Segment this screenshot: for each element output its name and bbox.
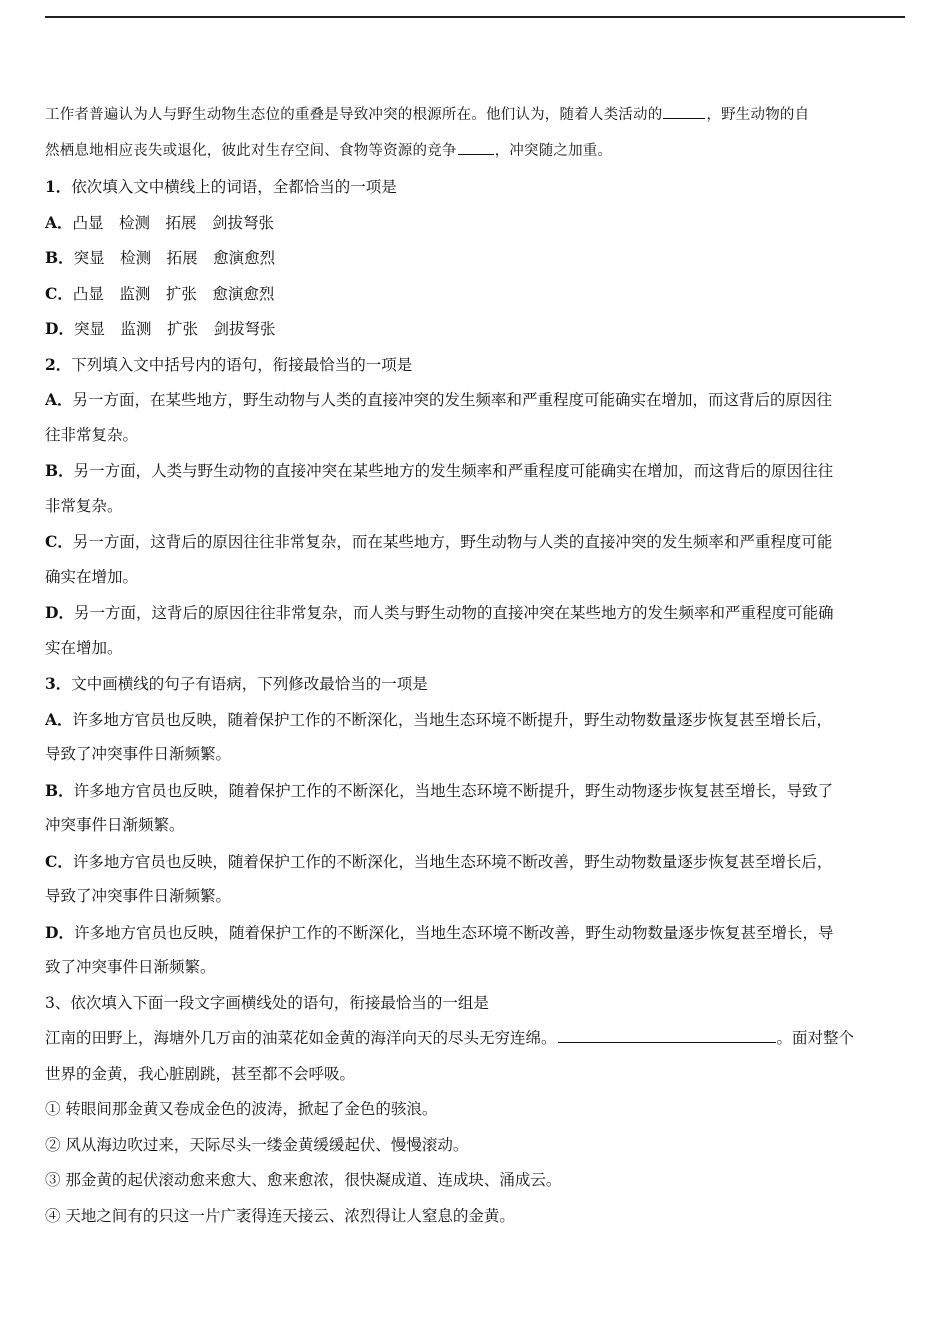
question-stem bbox=[45, 347, 905, 383]
option-letter: C． bbox=[45, 283, 73, 303]
passage-text: 工作者普遍认为人与野生动物生态位的重叠是导致冲突的根源所在。他们认为，随着人类活动的 bbox=[45, 107, 663, 123]
option-continuation: 冲突事件日渐频繁。 bbox=[45, 816, 185, 834]
question-text: 依次填入文中横线上的词语，全都恰当的一项是 bbox=[71, 178, 397, 196]
option-letter: C． bbox=[45, 851, 73, 871]
option-letter: D． bbox=[45, 319, 74, 338]
option-b bbox=[45, 773, 905, 809]
option-continuation: 确实在增加。 bbox=[45, 567, 139, 586]
header-rule bbox=[45, 16, 905, 18]
option-text: 凸显 检测 拓展 剑拔弩张 bbox=[72, 213, 275, 232]
option-a bbox=[45, 205, 905, 241]
question-1 bbox=[45, 169, 905, 347]
paragraph-text: 。面对整个 bbox=[776, 1029, 855, 1047]
option-letter: D． bbox=[45, 603, 74, 622]
option-continuation: 导致了冲突事件日渐频繁。 bbox=[45, 745, 232, 763]
option-d bbox=[45, 595, 905, 631]
option-d bbox=[45, 311, 905, 347]
question-number: 2． bbox=[45, 354, 72, 374]
passage-line bbox=[45, 134, 905, 170]
blank-line bbox=[458, 139, 494, 155]
option-text: 许多地方官员也反映，随着保护工作的不断深化，当地生态环境不断提升，野生动物数量逐步恢复甚至增长后， bbox=[72, 710, 833, 729]
option-c bbox=[45, 276, 905, 312]
option-continuation: 致了冲突事件日渐频繁。 bbox=[45, 958, 216, 976]
question-text: 下列填入文中括号内的语句，衔接最恰当的一项是 bbox=[71, 355, 413, 374]
option-letter: A． bbox=[45, 709, 73, 729]
option-letter: A． bbox=[45, 390, 73, 409]
option-text: 另一方面，这背后的原因往往非常复杂，而人类与野生动物的直接冲突在某些地方的发生频率和严重程度可能确 bbox=[73, 604, 834, 622]
passage-text: ，冲突随之加重。 bbox=[494, 142, 613, 159]
option-letter: A． bbox=[45, 212, 73, 232]
option-text: 另一方面，人类与野生动物的直接冲突在某些地方的发生频率和严重程度可能确实在增加，而这背后的原因往往 bbox=[73, 462, 834, 480]
option-b bbox=[45, 453, 905, 489]
section-3 bbox=[45, 986, 905, 1235]
option-text: 突显 监测 扩张 剑拔弩张 bbox=[73, 320, 276, 338]
option-c bbox=[45, 524, 905, 560]
passage-text: ，野生动物的自 bbox=[706, 107, 810, 123]
option-letter: B． bbox=[45, 248, 74, 267]
option-continuation: 非常复杂。 bbox=[45, 496, 123, 515]
blank-line bbox=[558, 1027, 776, 1044]
question-3 bbox=[45, 666, 905, 986]
section-paragraph-line bbox=[45, 1021, 905, 1057]
option-b bbox=[45, 240, 905, 276]
passage-text: 然栖息地相应丧失或退化，彼此对生存空间、食物等资源的竞争 bbox=[45, 142, 457, 159]
sentence-item-2: ② 风从海边吹过来，天际尽头一缕金黄缓缓起伏、慢慢滚动。 bbox=[45, 1135, 469, 1154]
option-text: 另一方面，在某些地方，野生动物与人类的直接冲突的发生频率和严重程度可能确实在增加，而这背后的原因往 bbox=[72, 391, 833, 409]
question-stem bbox=[45, 169, 905, 205]
option-text: 许多地方官员也反映，随着保护工作的不断深化，当地生态环境不断提升，野生动物逐步恢复甚至增长，导致了 bbox=[73, 781, 834, 800]
passage-line bbox=[45, 98, 905, 134]
question-2 bbox=[45, 347, 905, 667]
option-text: 凸显 监测 扩张 愈演愈烈 bbox=[72, 284, 275, 303]
question-number: 3． bbox=[45, 674, 72, 693]
question-number: 1． bbox=[45, 177, 72, 196]
option-continuation: 导致了冲突事件日渐频繁。 bbox=[45, 887, 232, 905]
option-letter: D． bbox=[45, 922, 74, 942]
option-a bbox=[45, 382, 905, 418]
option-letter: B． bbox=[45, 780, 74, 800]
option-text: 另一方面，这背后的原因往往非常复杂，而在某些地方，野生动物与人类的直接冲突的发生频率和严重程度可能 bbox=[72, 533, 833, 551]
option-c bbox=[45, 844, 905, 880]
option-text: 许多地方官员也反映，随着保护工作的不断深化，当地生态环境不断改善，野生动物数量逐步恢复甚至增长后， bbox=[72, 852, 833, 871]
blank-line bbox=[663, 104, 705, 120]
passage bbox=[45, 98, 905, 169]
option-continuation: 往非常复杂。 bbox=[45, 425, 139, 444]
option-text: 突显 检测 拓展 愈演愈烈 bbox=[73, 249, 276, 267]
question-text: 文中画横线的句子有语病，下列修改最恰当的一项是 bbox=[71, 675, 428, 693]
section-heading: 3、依次填入下面一段文字画横线处的语句，衔接最恰当的一组是 bbox=[45, 993, 489, 1012]
option-letter: B． bbox=[45, 461, 74, 480]
option-d bbox=[45, 915, 905, 951]
document-body bbox=[45, 98, 905, 1234]
option-continuation: 实在增加。 bbox=[45, 638, 123, 657]
option-text: 许多地方官员也反映，随着保护工作的不断深化，当地生态环境不断改善，野生动物数量逐步恢复甚至增长，导 bbox=[73, 923, 834, 942]
sentence-item-1: ① 转眼间那金黄又卷成金色的波涛，掀起了金色的骇浪。 bbox=[45, 1100, 438, 1118]
option-a bbox=[45, 702, 905, 738]
paragraph-text: 江南的田野上，海塘外几万亩的油菜花如金黄的海洋向天的尽头无穷连绵。 bbox=[45, 1029, 557, 1047]
question-stem bbox=[45, 666, 905, 702]
sentence-item-3: ③ 那金黄的起伏滚动愈来愈大、愈来愈浓，很快凝成道、连成块、涌成云。 bbox=[45, 1171, 562, 1189]
option-letter: C． bbox=[45, 532, 73, 551]
sentence-item-4: ④ 天地之间有的只这一片广袤得连天接云、浓烈得让人窒息的金黄。 bbox=[45, 1206, 515, 1225]
section-paragraph-line: 世界的金黄，我心脏剧跳，甚至都不会呼吸。 bbox=[45, 1064, 356, 1083]
